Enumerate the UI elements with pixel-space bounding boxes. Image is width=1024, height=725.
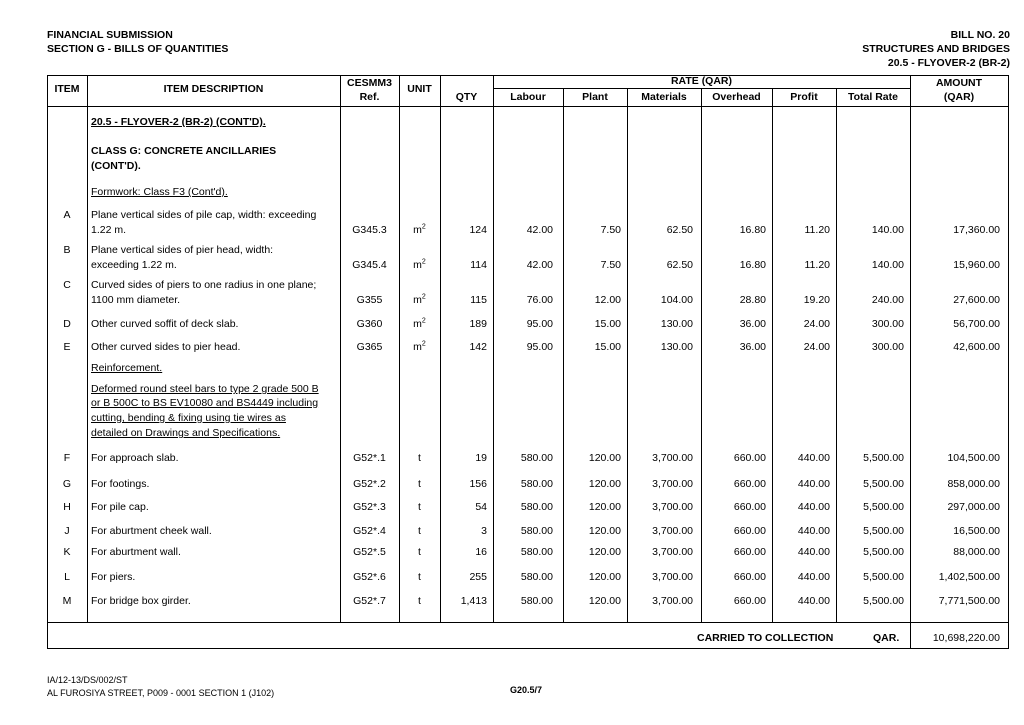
reinforcement-heading: Reinforcement. bbox=[91, 362, 163, 374]
cesmm-ref: G345.3 bbox=[352, 224, 387, 236]
rate-overhead: 660.00 bbox=[733, 595, 766, 607]
unit: t bbox=[418, 478, 421, 490]
unit: $m^2$ bbox=[413, 223, 426, 236]
amount: 7,771,500.00 bbox=[938, 595, 1000, 607]
amount: 297,000.00 bbox=[947, 501, 1000, 513]
col-cesmm: CESMM3 bbox=[347, 77, 392, 89]
rate-total: 5,500.00 bbox=[863, 571, 904, 583]
rate-labour: 580.00 bbox=[520, 478, 553, 490]
rate-materials: 3,700.00 bbox=[652, 452, 693, 464]
rate-plant: 120.00 bbox=[588, 452, 621, 464]
cesmm-ref: G52*.7 bbox=[353, 595, 386, 607]
grand-total: 10,698,220.00 bbox=[932, 632, 1000, 644]
rate-profit: 11.20 bbox=[804, 224, 830, 236]
item-description: For aburtment cheek wall. bbox=[91, 525, 212, 537]
cesmm-ref: G52*.4 bbox=[353, 525, 386, 537]
section-heading: 20.5 - FLYOVER-2 (BR-2) (CONT'D). bbox=[91, 116, 266, 128]
rate-materials: 3,700.00 bbox=[652, 571, 693, 583]
rate-labour: 76.00 bbox=[526, 294, 553, 306]
rate-materials: 130.00 bbox=[660, 341, 693, 353]
amount: 858,000.00 bbox=[947, 478, 1000, 490]
item-description: For aburtment wall. bbox=[91, 546, 181, 558]
unit: t bbox=[418, 452, 421, 464]
item-description: Other curved soffit of deck slab. bbox=[91, 318, 239, 330]
bill-number: BILL NO. 20 bbox=[950, 29, 1010, 41]
cesmm-ref: G355 bbox=[356, 294, 383, 306]
col-materials: Materials bbox=[641, 91, 687, 103]
currency-label: QAR. bbox=[873, 632, 900, 644]
qty: 3 bbox=[481, 525, 487, 537]
item-code: G bbox=[62, 478, 72, 490]
item-code: K bbox=[63, 546, 71, 558]
rate-profit: 440.00 bbox=[797, 571, 830, 583]
qty: 115 bbox=[470, 294, 487, 306]
rate-labour: 95.00 bbox=[526, 318, 553, 330]
rate-total: 5,500.00 bbox=[863, 546, 904, 558]
item-code: M bbox=[62, 595, 72, 607]
rate-plant: 7.50 bbox=[600, 259, 621, 271]
cesmm-ref: G52*.3 bbox=[353, 501, 386, 513]
cesmm-ref: G52*.2 bbox=[353, 478, 386, 490]
rate-profit: 440.00 bbox=[797, 525, 830, 537]
col-amount-unit: (QAR) bbox=[943, 91, 975, 103]
rate-total: 5,500.00 bbox=[863, 595, 904, 607]
rate-overhead: 660.00 bbox=[733, 546, 766, 558]
doc-title: FINANCIAL SUBMISSION bbox=[47, 29, 173, 41]
amount: 17,360.00 bbox=[953, 224, 1000, 236]
item-description: For piers. bbox=[91, 571, 136, 583]
item-code: H bbox=[63, 501, 71, 513]
item-description: For pile cap. bbox=[91, 501, 149, 513]
unit: t bbox=[418, 501, 421, 513]
amount: 42,600.00 bbox=[953, 341, 1000, 353]
rate-materials: 3,700.00 bbox=[652, 525, 693, 537]
qty: 255 bbox=[469, 571, 487, 583]
bill-title: STRUCTURES AND BRIDGES bbox=[862, 43, 1010, 55]
qty: 16 bbox=[475, 546, 487, 558]
item-description: For footings. bbox=[91, 478, 150, 490]
cesmm-ref: G365 bbox=[356, 341, 383, 353]
rate-plant: 15.00 bbox=[594, 318, 621, 330]
qty: 19 bbox=[475, 452, 487, 464]
col-total-rate: Total Rate bbox=[848, 91, 898, 103]
col-description: ITEM DESCRIPTION bbox=[163, 83, 264, 95]
rate-profit: 24.00 bbox=[803, 318, 830, 330]
item-code: D bbox=[63, 318, 71, 330]
rate-profit: 24.00 bbox=[803, 341, 830, 353]
class-heading-cont: (CONT'D). bbox=[91, 160, 141, 172]
rate-materials: 104.00 bbox=[660, 294, 693, 306]
item-description: For bridge box girder. bbox=[91, 595, 191, 607]
rate-materials: 3,700.00 bbox=[652, 501, 693, 513]
item-description: Plane vertical sides of pier head, width: bbox=[91, 244, 274, 256]
col-plant: Plant bbox=[582, 91, 608, 103]
item-code: A bbox=[63, 209, 71, 221]
project-address: AL FUROSIYA STREET, P009 - 0001 SECTION 1 (J102) bbox=[47, 688, 275, 698]
rate-labour: 42.00 bbox=[526, 259, 553, 271]
rate-materials: 3,700.00 bbox=[652, 546, 693, 558]
cesmm-ref: G345.4 bbox=[352, 259, 387, 271]
rate-overhead: 660.00 bbox=[733, 478, 766, 490]
unit: $m^2$ bbox=[413, 293, 426, 306]
formwork-heading: Formwork: Class F3 (Cont'd). bbox=[91, 186, 228, 198]
class-heading: CLASS G: CONCRETE ANCILLARIES bbox=[91, 145, 277, 157]
amount: 1,402,500.00 bbox=[938, 571, 1000, 583]
amount: 16,500.00 bbox=[953, 525, 1000, 537]
rate-materials: 62.50 bbox=[666, 224, 693, 236]
qty: 156 bbox=[469, 478, 487, 490]
item-code: L bbox=[64, 571, 70, 583]
rate-profit: 440.00 bbox=[797, 501, 830, 513]
item-description-cont: 1100 mm diameter. bbox=[91, 294, 181, 306]
qty: 114 bbox=[470, 259, 487, 271]
unit: t bbox=[418, 571, 421, 583]
rate-labour: 580.00 bbox=[520, 452, 553, 464]
rate-total: 140.00 bbox=[871, 259, 904, 271]
cesmm-ref: G52*.1 bbox=[353, 452, 386, 464]
amount: 27,600.00 bbox=[953, 294, 1000, 306]
rate-total: 5,500.00 bbox=[863, 478, 904, 490]
rebar-spec-line: Deformed round steel bars to type 2 grade 500 B bbox=[91, 383, 319, 395]
rate-labour: 42.00 bbox=[526, 224, 553, 236]
page-number: G20.5/7 bbox=[510, 685, 543, 695]
col-ref: Ref. bbox=[359, 91, 380, 103]
amount: 104,500.00 bbox=[947, 452, 1000, 464]
rate-total: 5,500.00 bbox=[863, 452, 904, 464]
rate-plant: 120.00 bbox=[588, 546, 621, 558]
item-code: C bbox=[63, 279, 71, 291]
col-item: ITEM bbox=[54, 83, 80, 95]
rate-total: 5,500.00 bbox=[863, 525, 904, 537]
bill-subtitle: 20.5 - FLYOVER-2 (BR-2) bbox=[887, 57, 1010, 69]
cesmm-ref: G360 bbox=[356, 318, 383, 330]
item-description: Curved sides of piers to one radius in one plane; bbox=[91, 279, 317, 291]
rate-total: 5,500.00 bbox=[863, 501, 904, 513]
section-title: SECTION G - BILLS OF QUANTITIES bbox=[47, 43, 229, 55]
cesmm-ref: G52*.6 bbox=[353, 571, 386, 583]
rate-plant: 12.00 bbox=[594, 294, 621, 306]
rate-overhead: 660.00 bbox=[733, 571, 766, 583]
cesmm-ref: G52*.5 bbox=[353, 546, 386, 558]
rate-total: 140.00 bbox=[871, 224, 904, 236]
rate-labour: 95.00 bbox=[526, 341, 553, 353]
rate-plant: 15.00 bbox=[594, 341, 621, 353]
qty: 54 bbox=[475, 501, 487, 513]
rate-labour: 580.00 bbox=[520, 525, 553, 537]
item-code: E bbox=[63, 341, 71, 353]
item-description: Plane vertical sides of pile cap, width: exceeding bbox=[91, 209, 317, 221]
rate-materials: 3,700.00 bbox=[652, 595, 693, 607]
col-profit: Profit bbox=[790, 91, 818, 103]
col-qty: QTY bbox=[455, 91, 478, 103]
unit: t bbox=[418, 546, 421, 558]
col-rate-group: RATE (QAR) bbox=[670, 75, 733, 87]
rate-overhead: 16.80 bbox=[739, 224, 766, 236]
item-description-cont: 1.22 m. bbox=[91, 224, 127, 236]
rate-total: 300.00 bbox=[871, 341, 904, 353]
rate-overhead: 660.00 bbox=[733, 525, 766, 537]
item-code: J bbox=[64, 525, 70, 537]
rate-overhead: 36.00 bbox=[739, 318, 766, 330]
rebar-spec-line: cutting, bending & fixing using tie wires as bbox=[91, 412, 286, 424]
item-description: For approach slab. bbox=[91, 452, 179, 464]
rate-materials: 130.00 bbox=[660, 318, 693, 330]
rate-plant: 7.50 bbox=[600, 224, 621, 236]
unit: $m^2$ bbox=[413, 317, 426, 330]
rate-materials: 3,700.00 bbox=[652, 478, 693, 490]
rate-labour: 580.00 bbox=[520, 595, 553, 607]
unit: $m^2$ bbox=[413, 258, 426, 271]
rate-profit: 11.20 bbox=[804, 259, 830, 271]
rate-overhead: 16.80 bbox=[739, 259, 766, 271]
qty: 142 bbox=[469, 341, 487, 353]
rate-plant: 120.00 bbox=[588, 478, 621, 490]
rate-profit: 440.00 bbox=[797, 452, 830, 464]
rate-overhead: 660.00 bbox=[733, 501, 766, 513]
col-overhead: Overhead bbox=[712, 91, 761, 103]
rate-profit: 440.00 bbox=[797, 595, 830, 607]
col-labour: Labour bbox=[510, 91, 546, 103]
item-description: Other curved sides to pier head. bbox=[91, 341, 241, 353]
rate-profit: 440.00 bbox=[797, 478, 830, 490]
rate-total: 300.00 bbox=[871, 318, 904, 330]
item-code: B bbox=[63, 244, 71, 256]
rate-materials: 62.50 bbox=[666, 259, 693, 271]
rebar-spec-line: detailed on Drawings and Specifications. bbox=[91, 427, 281, 439]
doc-reference: IA/12-13/DS/002/ST bbox=[47, 675, 128, 685]
qty: 1,413 bbox=[460, 595, 487, 607]
rate-labour: 580.00 bbox=[520, 571, 553, 583]
rate-total: 240.00 bbox=[871, 294, 904, 306]
amount: 88,000.00 bbox=[953, 546, 1000, 558]
carried-to-collection-label: CARRIED TO COLLECTION bbox=[697, 632, 834, 644]
rate-profit: 19.20 bbox=[803, 294, 830, 306]
rate-labour: 580.00 bbox=[520, 501, 553, 513]
amount: 15,960.00 bbox=[953, 259, 1000, 271]
item-code: F bbox=[63, 452, 71, 464]
rate-overhead: 660.00 bbox=[733, 452, 766, 464]
rate-plant: 120.00 bbox=[588, 501, 621, 513]
rate-profit: 440.00 bbox=[797, 546, 830, 558]
col-amount: AMOUNT bbox=[935, 77, 983, 89]
unit: $m^2$ bbox=[413, 340, 426, 353]
qty: 189 bbox=[469, 318, 487, 330]
qty: 124 bbox=[469, 224, 487, 236]
rate-labour: 580.00 bbox=[520, 546, 553, 558]
item-description-cont: exceeding 1.22 m. bbox=[91, 259, 177, 271]
rebar-spec-line: or B 500C to BS EV10080 and BS4449 including bbox=[91, 397, 319, 409]
rate-overhead: 36.00 bbox=[739, 341, 766, 353]
amount: 56,700.00 bbox=[953, 318, 1000, 330]
col-unit: UNIT bbox=[407, 83, 432, 95]
rate-plant: 120.00 bbox=[588, 571, 621, 583]
rate-plant: 120.00 bbox=[588, 525, 621, 537]
rate-plant: 120.00 bbox=[588, 595, 621, 607]
unit: t bbox=[418, 595, 421, 607]
rate-overhead: 28.80 bbox=[739, 294, 766, 306]
unit: t bbox=[418, 525, 421, 537]
